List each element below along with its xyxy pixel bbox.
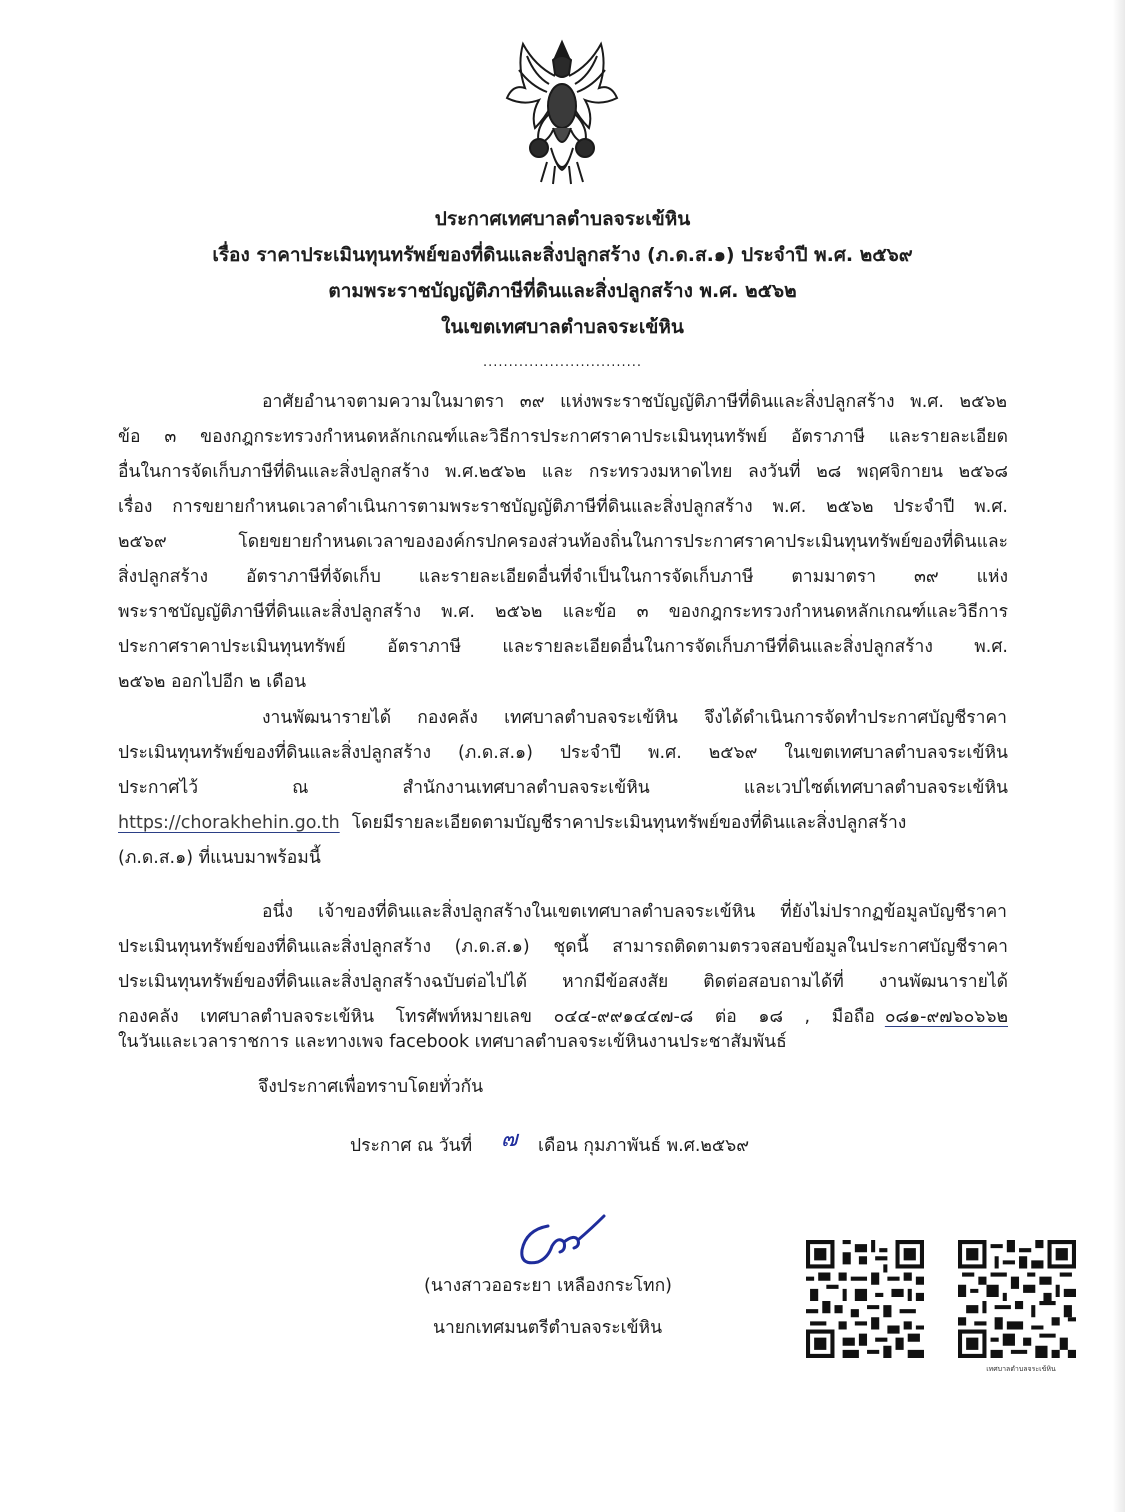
para2-line: ประเมินทุนทรัพย์ของที่ดินและสิ่งปลูกสร้าง (ภ.ด.ส.๑) ประจำปี พ.ศ. ๒๕๖๙ ในเขตเทศบาลตำบลจระเข้หิน	[118, 743, 1008, 763]
qr-code-icon	[958, 1240, 1076, 1358]
para2-line: (ภ.ด.ส.๑) ที่แนบมาพร้อมนี้	[118, 848, 321, 868]
para2-link-line	[118, 811, 1008, 835]
para3-line: ในวันและเวลาราชการ และทางเพจ facebook เทศบาลตำบลจระเข้หินงานประชาสัมพันธ์	[118, 1032, 787, 1052]
handwritten-day: ๗	[501, 1127, 518, 1152]
para1-line: อาศัยอำนาจตามความในมาตรา ๓๙ แห่งพระราชบัญญัติภาษีที่ดินและสิ่งปลูกสร้าง พ.ศ. ๒๕๖๒	[262, 392, 1007, 412]
date-suffix: เดือน กุมภาพันธ์ พ.ศ.๒๕๖๙	[538, 1136, 750, 1156]
para3-line: กองคลัง เทศบาลตำบลจระเข้หิน โทรศัพท์หมายเลข ๐๔๔-๙๙๑๔๔๗-๘ ต่อ ๑๘ , มือถือ	[118, 1007, 875, 1027]
signatory-position: นายกเทศมนตรีตำบลจระเข้หิน	[433, 1318, 663, 1338]
para3-line: ประเมินทุนทรัพย์ของที่ดินและสิ่งปลูกสร้าง (ภ.ด.ส.๑) ชุดนี้ สามารถติดตามตรวจสอบข้อมูลในประกาศบัญชีราคา	[118, 937, 1008, 957]
para1-line: ๒๕๖๒ ออกไปอีก ๒ เดือน	[118, 672, 307, 692]
title-divider: ...............................	[482, 355, 643, 370]
para3-line: อนึ่ง เจ้าของที่ดินและสิ่งปลูกสร้างในเขตเทศบาลตำบลจระเข้หิน ที่ยังไม่ปรากฏข้อมูลบัญชีราคา	[262, 902, 1007, 922]
para3-line: ประเมินทุนทรัพย์ของที่ดินและสิ่งปลูกสร้างฉบับต่อไปได้ หากมีข้อสงสัย ติดต่อสอบถามได้ที่ งานพัฒนารายได้	[118, 972, 1008, 992]
para1-line: ๒๕๖๙ โดยขยายกำหนดเวลาขององค์กรปกครองส่วนท้องถิ่นในการประกาศราคาประเมินทุนทรัพย์ของที่ดินและ	[118, 532, 1008, 552]
announcement-subject: เรื่อง ราคาประเมินทุนทรัพย์ของที่ดินและสิ่งปลูกสร้าง (ภ.ด.ส.๑) ประจำปี พ.ศ. ๒๕๖๙	[212, 244, 913, 266]
para1-line: เรื่อง การขยายกำหนดเวลาดำเนินการตามพระราชบัญญัติภาษีที่ดินและสิ่งปลูกสร้าง พ.ศ. ๒๕๖๒ ประจำปี พ.ศ.	[118, 497, 1008, 517]
website-link[interactable]: https://chorakhehin.go.th	[118, 813, 340, 833]
para2-line: งานพัฒนารายได้ กองคลัง เทศบาลตำบลจระเข้หิน จึงได้ดำเนินการจัดทำประกาศบัญชีราคา	[262, 708, 1007, 728]
para1-line: สิ่งปลูกสร้าง อัตราภาษีที่จัดเก็บ และรายละเอียดอื่นที่จำเป็นในการจัดเก็บภาษี ตามมาตรา ๓๙ แห่ง	[118, 567, 1008, 587]
para1-line: อื่นในการจัดเก็บภาษีที่ดินและสิ่งปลูกสร้าง พ.ศ.๒๕๖๒ และ กระทรวงมหาดไทย ลงวันที่ ๒๘ พฤศจิกายน ๒๕๖๘	[118, 462, 1008, 482]
closing-statement: จึงประกาศเพื่อทราบโดยทั่วกัน	[258, 1077, 484, 1097]
signatory-name: (นางสาวออระยา เหลืองกระโทก)	[424, 1276, 673, 1296]
qr-code-icon	[806, 1240, 924, 1358]
date-prefix: ประกาศ ณ วันที่	[350, 1136, 473, 1156]
announcement-jurisdiction: ในเขตเทศบาลตำบลจระเข้หิน	[441, 316, 684, 338]
signature-icon	[508, 1206, 618, 1276]
announcement-act-reference: ตามพระราชบัญญัติภาษีที่ดินและสิ่งปลูกสร้าง พ.ศ. ๒๕๖๒	[328, 280, 797, 302]
para1-line: ข้อ ๓ ของกฎกระทรวงกำหนดหลักเกณฑ์และวิธีการประกาศราคาประเมินทุนทรัพย์ อัตราภาษี และรายละเอียด	[118, 427, 1008, 447]
announcement-title: ประกาศเทศบาลตำบลจระเข้หิน	[434, 208, 691, 230]
para3-contact-line	[118, 1005, 1008, 1029]
para2-line-rest: โดยมีรายละเอียดตามบัญชีราคาประเมินทุนทรัพย์ของที่ดินและสิ่งปลูกสร้าง	[351, 813, 907, 833]
para2-line: ประกาศไว้ ณ สำนักงานเทศบาลตำบลจระเข้หิน และเวปไซต์เทศบาลตำบลจระเข้หิน	[118, 778, 1008, 798]
para1-line: ประกาศราคาประเมินทุนทรัพย์ อัตราภาษี และรายละเอียดอื่นในการจัดเก็บภาษีที่ดินและสิ่งปลูกสร้าง พ.ศ.	[118, 637, 1008, 657]
garuda-emblem-icon	[505, 36, 620, 186]
para1-line: พระราชบัญญัติภาษีที่ดินและสิ่งปลูกสร้าง พ.ศ. ๒๕๖๒ และข้อ ๓ ของกฎกระทรวงกำหนดหลักเกณฑ์และวิธีการ	[118, 602, 1008, 622]
qr-caption: เทศบาลตำบลจระเข้หิน	[986, 1365, 1056, 1373]
mobile-number: ๐๘๑-๙๗๖๐๖๖๒	[884, 1007, 1008, 1027]
